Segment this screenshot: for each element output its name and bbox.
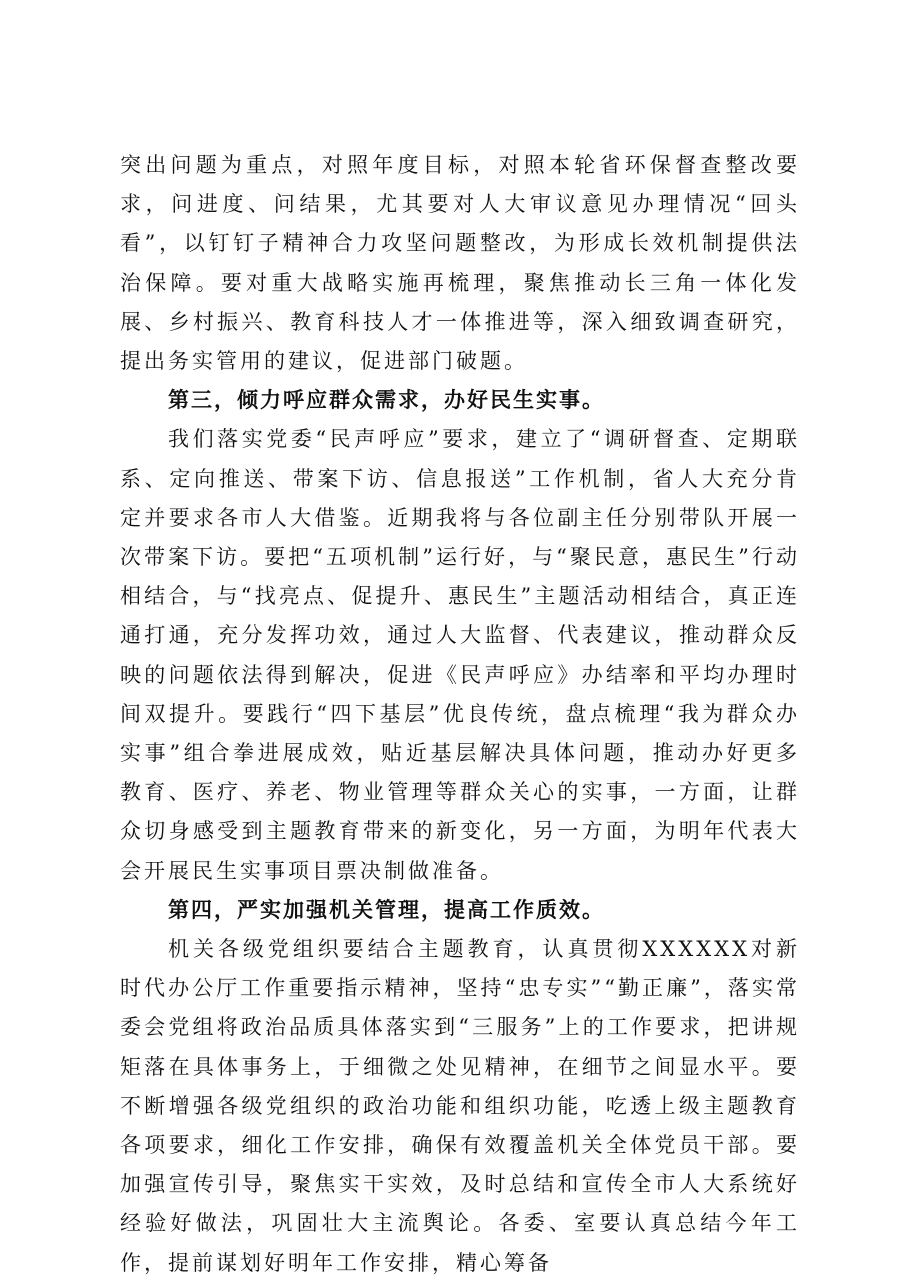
paragraph-livelihood: 我们落实党委“民声呼应”要求，建立了“调研督查、定期联系、定向推送、带案下访、信息报送”工作机制，省人大充分肯定并要求各市人大借鉴。近期我将与各位副主任分别带队开展一次带案下访。要把“五项机制”运行好，与“聚民意，惠民生”行动相结合，与“找亮点、促提升、惠民生”主题活动相结合，真正连通打通，充分发挥功效，通过人大监督、代表建议，推动群众反映的问题依法得到解决，促进《民声呼应》办结率和平均办理时间双提升。要践行“四下基层”优良传统，盘点梳理“我为群众办实事”组合拳进展成效，贴近基层解决具体问题，推动办好更多教育、医疗、养老、物业管理等群众关心的实事，一方面，让群众切身感受到主题教育带来的新变化，另一方面，为明年代表大会开展民生实事项目票决制做准备。 [120, 427, 800, 883]
paragraph-organ-management: 机关各级党组织要结合主题教育，认真贯彻XXXXXX对新时代办公厅工作重要指示精神，坚持“忠专实”“勤正廉”，落实常委会党组将政治品质具体落实到“三服务”上的工作要求，把讲规矩落在具体事务上，于细微之处见精神，在细节之间显水平。要不断增强各级党组织的政治功能和组织功能，吃透上级主题教育各项要求，细化工作安排，确保有效覆盖机关全体党员干部。要加强宣传引导，聚焦实干实效，及时总结和宣传全市人大系统好经验好做法，巩固壮大主流舆论。各委、室要认真总结今年工作，提前谋划好明年工作安排，精心筹备 [120, 937, 800, 1275]
paragraph-continuation: 突出问题为重点，对照年度目标，对照本轮省环保督查整改要求，问进度、问结果，尤其要对人大审议意见办理情况“回头看”，以钉钉子精神合力攻坚问题整改，为形成长效机制提供法治保障。要对重大战略实施再梳理，聚焦推动长三角一体化发展、乡村振兴、教育科技人才一体推进等，深入细致调查研究，提出务实管用的建议，促进部门破题。 [120, 153, 800, 374]
document-body [120, 146, 800, 1283]
section-heading-third: 第三，倾力呼应群众需求，办好民生实事。 [168, 388, 605, 413]
section-heading-fourth: 第四，严实加强机关管理，提高工作质效。 [168, 897, 605, 922]
